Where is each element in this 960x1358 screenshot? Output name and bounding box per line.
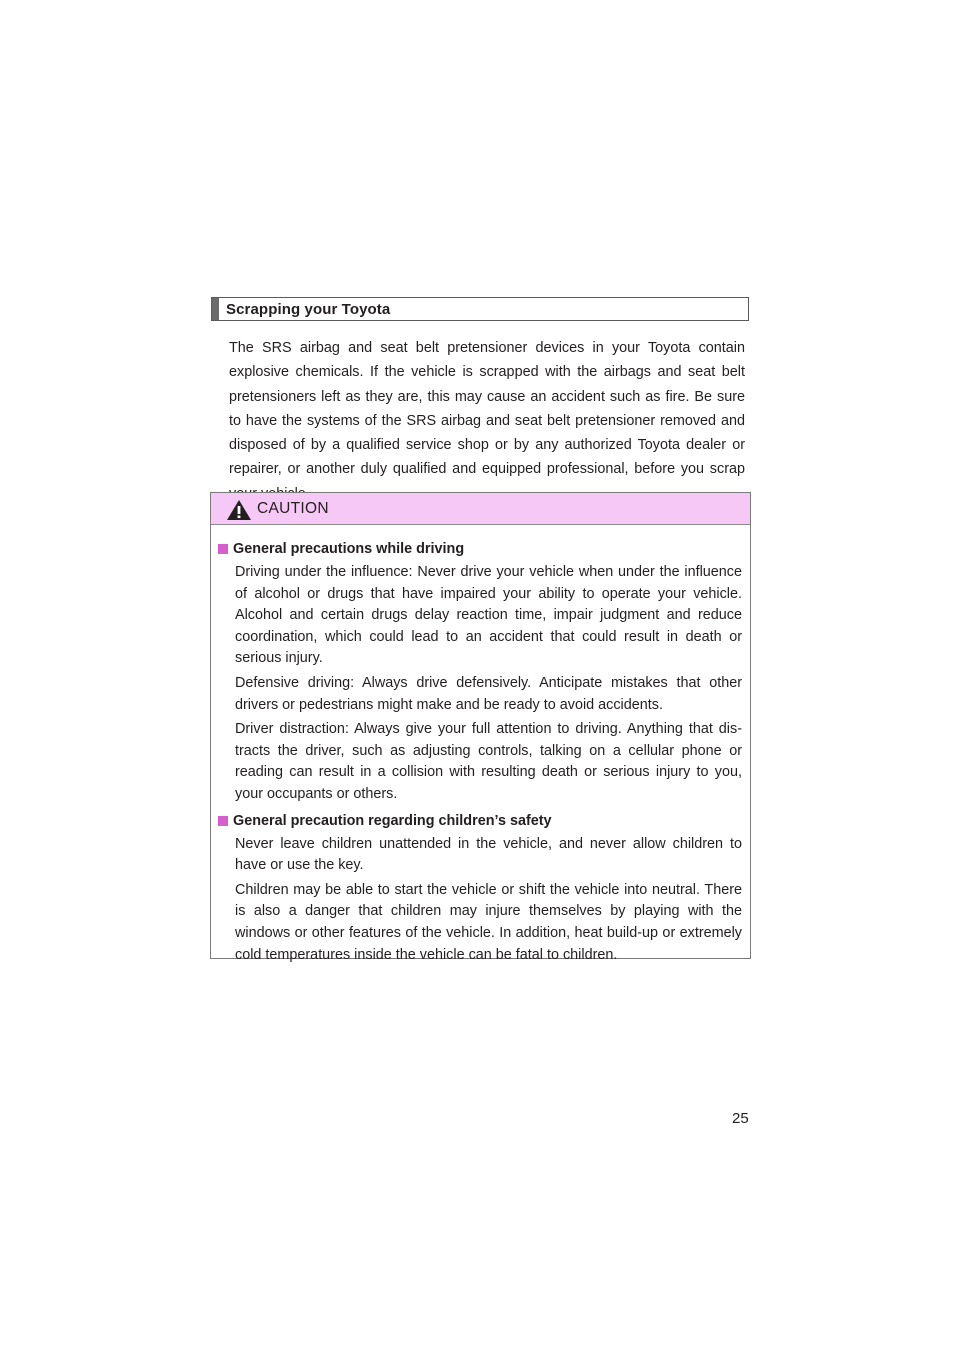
topic-heading-text: General precaution regarding children’s safety xyxy=(233,812,552,829)
section-title: Scrapping your Toyota xyxy=(226,300,391,318)
page-number: 25 xyxy=(732,1110,749,1127)
section-heading xyxy=(211,297,749,321)
square-bullet-icon xyxy=(218,816,228,826)
caution-label: CAUTION xyxy=(257,499,329,517)
topic-heading xyxy=(216,537,742,561)
square-bullet-icon xyxy=(218,544,228,554)
caution-header xyxy=(211,493,750,525)
caution-paragraph: Never leave children unattended in the vehicle, and never allow children to have or use the key. xyxy=(235,835,742,874)
caution-box xyxy=(210,492,751,963)
warning-triangle-icon xyxy=(226,499,252,521)
section-body: The SRS airbag and seat belt pretensioner devices in your Toyota contain explosive chemicals. If the vehicle is scrapped with the airbags and seat belt pretensioners left as they are, this may cause an accident such as fire. Be sure to have the systems of the SRS airbag and seat belt pretensioner removed and disposed of by a qualified service shop or by any authorized Toyota dealer or repairer, or another duly qualified and equipped professional, before you scrap xyxy=(229,340,745,478)
topic-heading xyxy=(216,809,742,833)
caution-paragraph: Driving under the influence: Never drive your vehicle when under the influence of alcohol or drugs that have impaired your ability to operate your vehicle. Alcohol and certain drugs delay reaction time, impair judgment and reduce coordination, which could lead to an accident that could result in death or serious injury. xyxy=(235,564,742,667)
caution-paragraph: Driver distraction: Always give your full attention to driving. Anything that distracts the driver, such as adjusting controls, talking on a cellular phone or reading can result in a collision with resulting death or serious injury to you, your occupants or others. xyxy=(235,721,742,802)
caution-paragraph: Children may be able to start the vehicle or shift the vehicle into neutral. There is also a danger that children may injure themselves by playing with the windows or other features of the vehicle. In addition, heat build-up or extremely cold temperatures inside the vehicle can be fatal to children. xyxy=(235,881,742,963)
heading-bar xyxy=(212,298,219,320)
caution-paragraph: Defensive driving: Always drive defensively. Anticipate mistakes that other drivers or pedestrians might make and be ready to avoid accidents. xyxy=(235,674,742,713)
topic-heading-text: General precautions while driving xyxy=(233,541,465,557)
caution-body xyxy=(211,525,750,966)
